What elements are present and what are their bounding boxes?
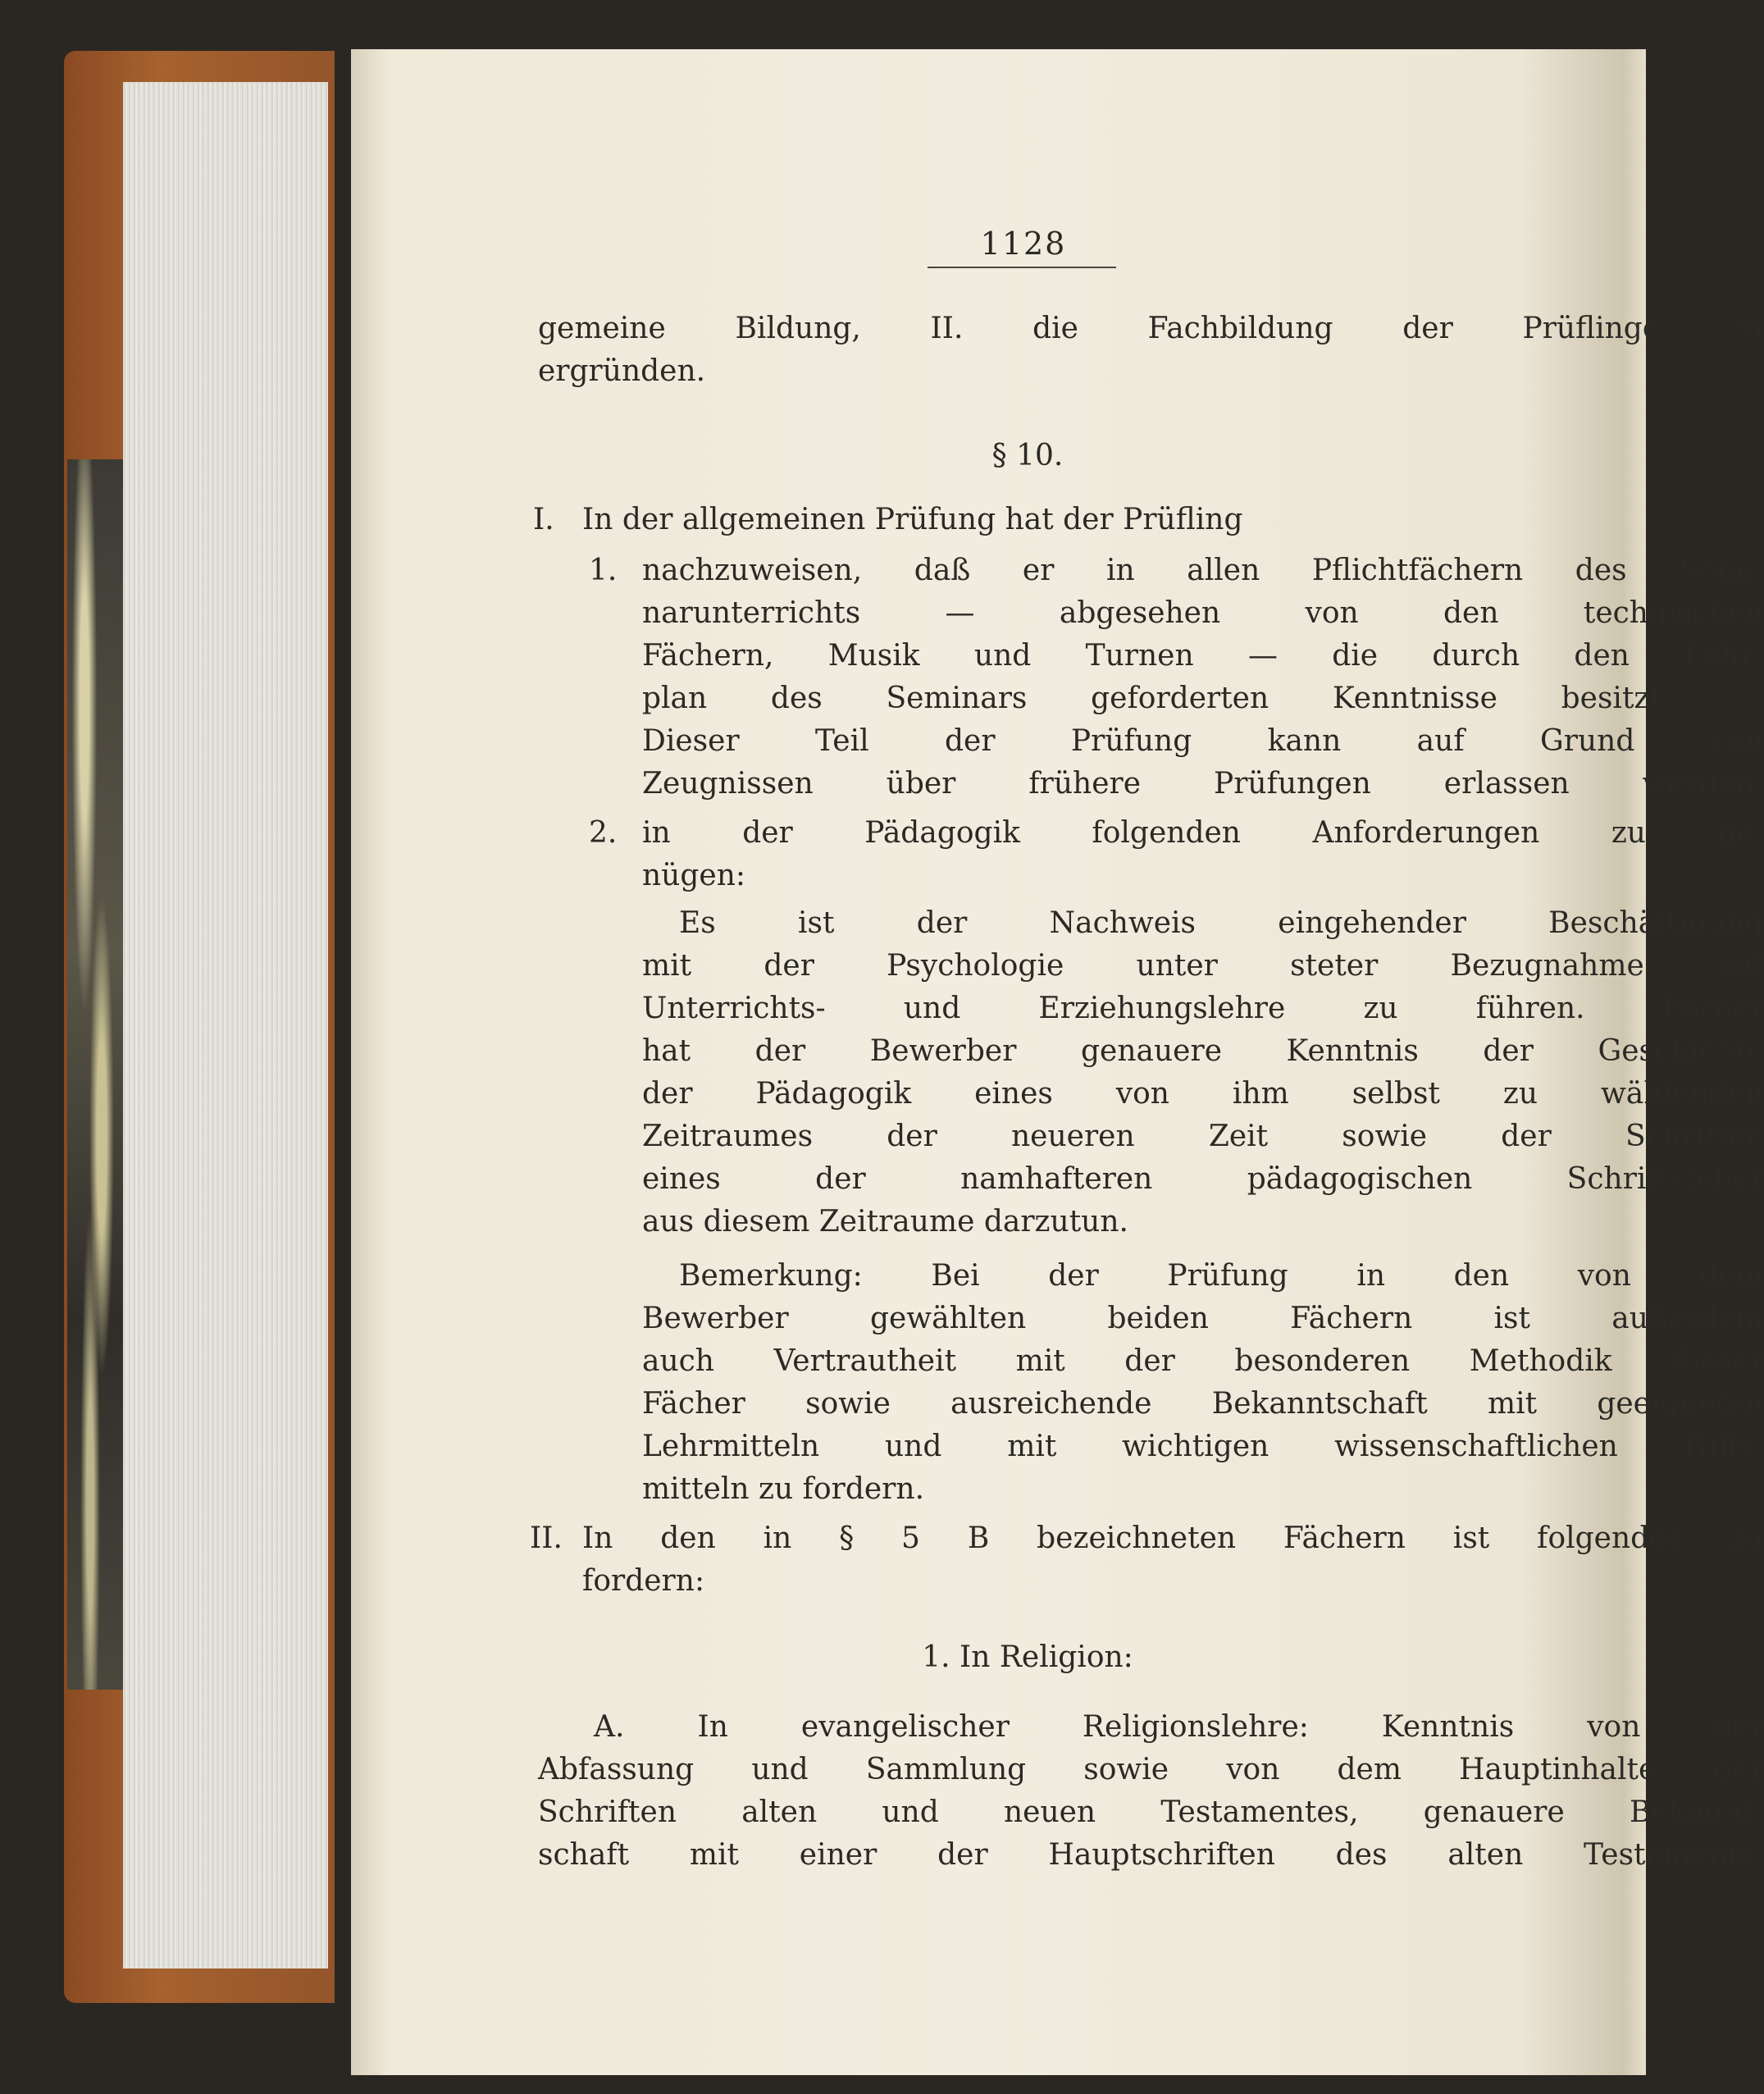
text-line: aus diesem Zeitraume darzutun. [642, 1205, 1128, 1239]
page-number-rule [928, 267, 1116, 268]
text-line: Bewerber gewählten beiden Fächern ist außerdem [642, 1302, 1764, 1335]
text-line: Bemerkung: Bei der Prüfung in den von dem [679, 1259, 1764, 1293]
text-line: nachzuweisen, daß er in allen Pflichtfächern des Semi- [642, 554, 1764, 587]
text-line: schaft mit einer der Hauptschriften des alten Testaments, [538, 1838, 1764, 1872]
list-label: 1. [589, 554, 618, 587]
text-line: A. In evangelischer Religionslehre: Kenntnis von der [594, 1710, 1764, 1744]
text-line: Unterrichts- und Erziehungslehre zu führen. Ferner [642, 992, 1764, 1025]
section-heading: § 10. [991, 439, 1064, 472]
text-line: Fächern, Musik und Turnen — die durch den Lehr- [642, 639, 1764, 673]
text-line: Schriften alten und neuen Testamentes, genauere Bekannt- [538, 1795, 1764, 1829]
text-line: in der Pädagogik folgenden Anforderungen zu ge- [642, 816, 1764, 850]
text-line: gemeine Bildung, II. die Fachbildung der Prüflinge zu [538, 312, 1764, 345]
text-line: mit der Psychologie unter steter Bezugnahme auf [642, 949, 1764, 983]
text-line: In den in § 5 B bezeichneten Fächern ist folgendes zu [582, 1521, 1764, 1555]
marbled-board [67, 459, 125, 1690]
text-line: eines der namhafteren pädagogischen Schriftsteller [642, 1162, 1764, 1196]
text-line: hat der Bewerber genauere Kenntnis der Geschichte [642, 1034, 1764, 1068]
text-line: Dieser Teil der Prüfung kann auf Grund von [642, 724, 1764, 758]
text-line: auch Vertrautheit mit der besonderen Methodik dieser [642, 1344, 1764, 1378]
subsection-heading: 1. In Religion: [922, 1640, 1133, 1674]
list-label: 2. [589, 816, 618, 850]
text-line: Zeugnissen über frühere Prüfungen erlassen werden. [642, 767, 1764, 801]
text-line: Es ist der Nachweis eingehender Beschäftigung [679, 906, 1764, 940]
list-label: II. [530, 1521, 563, 1555]
text-line: Fächer sowie ausreichende Bekanntschaft mit geeigneten [642, 1387, 1764, 1421]
text-line: Abfassung und Sammlung sowie von dem Hauptinhalte der [538, 1753, 1764, 1786]
page-number: 1128 [980, 226, 1067, 262]
book-page [351, 49, 1764, 2075]
text-line: der Pädagogik eines von ihm selbst zu wählenden [642, 1077, 1764, 1111]
text-line: nügen: [642, 859, 746, 892]
text-line: narunterrichts — abgesehen von den technischen [642, 596, 1764, 630]
page-edges [123, 82, 328, 1969]
list-label: I. [533, 503, 554, 536]
text-line: Zeitraumes der neueren Zeit sowie der Schriften [642, 1120, 1764, 1153]
text-line: ergründen. [538, 354, 706, 388]
text-line: Lehrmitteln und mit wichtigen wissenschaftlichen Hilfs- [642, 1430, 1764, 1463]
text-line: plan des Seminars geforderten Kenntnisse besitzt. — [642, 682, 1764, 715]
text-line: fordern: [582, 1564, 705, 1598]
text-line: In der allgemeinen Prüfung hat der Prüfling [582, 503, 1243, 536]
text-line: mitteln zu fordern. [642, 1472, 925, 1506]
